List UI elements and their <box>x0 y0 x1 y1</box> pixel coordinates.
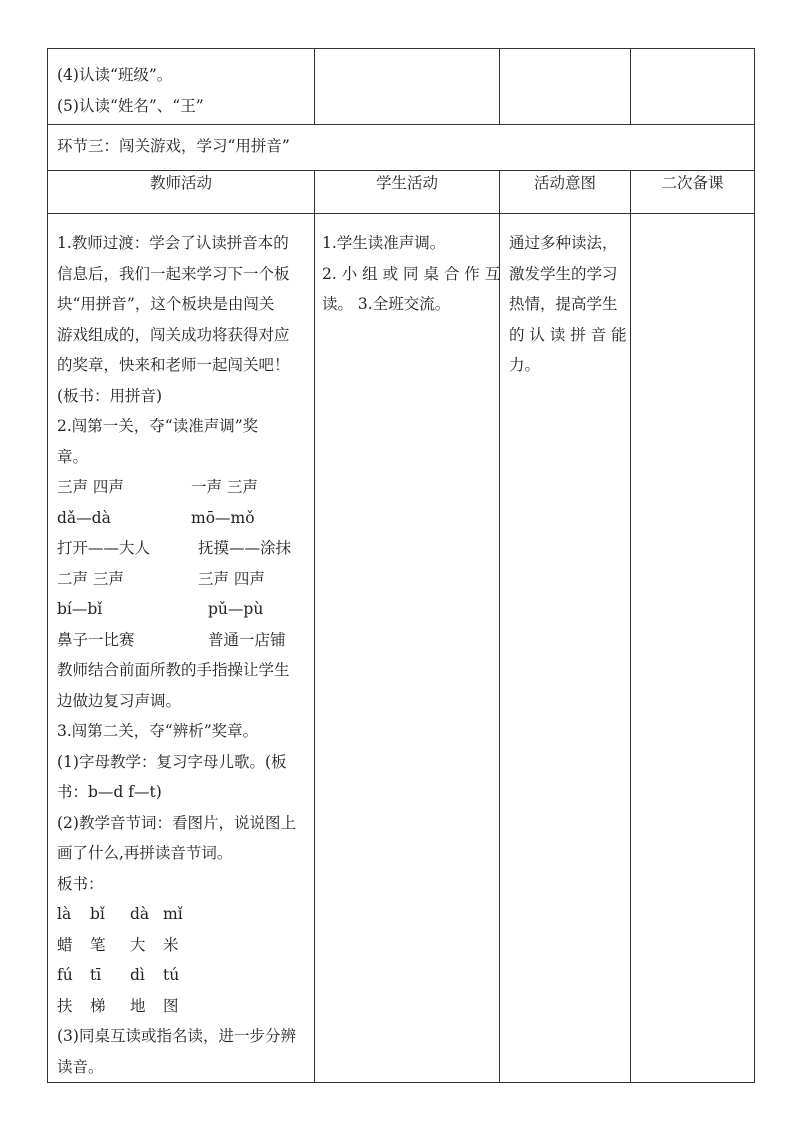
intent-line: 激发学生的学习 <box>509 264 618 283</box>
content-row <box>48 214 755 1083</box>
teacher-line: 画了什么,再拼读音节词。 <box>57 844 233 862</box>
board-cell: dì <box>130 966 145 984</box>
tone-pair-row <box>57 594 308 625</box>
board-cell: 扶 <box>57 996 73 1015</box>
teacher-line: 1.教师过渡：学会了认读拼音本的 <box>57 234 289 252</box>
board-row <box>57 930 308 961</box>
board-cell: tú <box>163 966 180 984</box>
board-cell: 地 <box>130 996 146 1015</box>
section-title-row <box>48 125 755 171</box>
tone-pair-right: 普通一店铺 <box>208 630 286 649</box>
teacher-line: 块“用拼音”，这个板块是由闯关 <box>57 295 275 313</box>
tone-pair-right: 抚摸——涂抹 <box>198 539 292 557</box>
student-line: 读。 3.全班交流。 <box>322 295 451 313</box>
board-cell: fú <box>57 966 73 984</box>
student-line: 2. 小 组 或 同 桌 合 作 互 <box>322 264 501 283</box>
tone-pair-left: dǎ—dà <box>57 508 111 527</box>
board-cell: tī <box>90 966 102 984</box>
teacher-line: (2)教学音节词：看图片，说说图上 <box>57 813 296 832</box>
previous-teacher-cell <box>48 49 315 125</box>
board-cell: 图 <box>163 996 179 1015</box>
board-cell: 大 <box>130 935 146 954</box>
second-prep-cell <box>631 214 755 1083</box>
teacher-line: (板书：用拼音) <box>57 386 163 405</box>
board-row <box>57 899 308 930</box>
board-cell: bǐ <box>90 905 105 923</box>
board-cell: 米 <box>163 935 179 954</box>
teacher-line: 章。 <box>57 447 89 466</box>
board-cell: 笔 <box>90 935 106 954</box>
tone-pair-left: 三声 四声 <box>57 478 124 496</box>
intent-line: 力。 <box>509 356 541 374</box>
tone-pair-left: bí—bǐ <box>57 600 103 618</box>
tone-pair-row <box>57 503 308 534</box>
lesson-plan-table <box>47 48 755 1083</box>
board-cell: mǐ <box>163 905 183 923</box>
teacher-line: 3.闯第二关，夺“辨析”奖章。 <box>57 722 259 740</box>
student-activity-cell <box>315 214 500 1083</box>
teacher-line: 游戏组成的，闯关成功将获得对应 <box>57 325 290 344</box>
tone-pair-row <box>57 472 308 503</box>
header-second-prep: 二次备课 <box>631 171 755 214</box>
section-title: 环节三：闯关游戏，学习“用拼音” <box>57 137 290 155</box>
previous-student-cell <box>315 49 500 125</box>
board-row <box>57 960 308 991</box>
tone-pair-row <box>57 533 308 564</box>
teacher-line: (1)字母教学：复习字母儿歌。(板 <box>57 752 287 771</box>
previous-line: (4)认读“班级”。 <box>57 66 173 84</box>
teacher-line: 读音。 <box>57 1057 104 1076</box>
teacher-line: 信息后，我们一起来学习下一个板 <box>57 264 290 283</box>
board-cell: dà <box>130 905 150 923</box>
tone-pair-right: 一声 三声 <box>191 478 258 496</box>
board-row <box>57 991 308 1022</box>
header-teacher-activity: 教师活动 <box>48 171 315 214</box>
previous-section-row <box>48 49 755 125</box>
tone-pair-row <box>57 564 308 595</box>
board-cell: 梯 <box>90 996 106 1015</box>
teacher-line: 书：b—d f—t) <box>57 783 162 801</box>
previous-intent-cell <box>500 49 631 125</box>
section-title-cell <box>48 125 755 171</box>
tone-pair-right: 三声 四声 <box>198 569 265 588</box>
teacher-line: 板书： <box>57 874 104 893</box>
teacher-line: (3)同桌互读或指名读，进一步分辨 <box>57 1027 296 1045</box>
teacher-activity-cell <box>48 214 315 1083</box>
tone-pair-row <box>57 625 308 656</box>
tone-pair-right: pǔ—pù <box>208 600 264 618</box>
board-cell: 蜡 <box>57 935 73 954</box>
intent-line: 的 认 读 拼 音 能 <box>509 325 627 344</box>
activity-intent-cell <box>500 214 631 1083</box>
previous-prep-cell <box>631 49 755 125</box>
intent-line: 热情，提高学生 <box>509 295 618 313</box>
teacher-line: 边做边复习声调。 <box>57 691 182 710</box>
tone-pair-left: 二声 三声 <box>57 569 124 588</box>
student-line: 1.学生读准声调。 <box>322 234 446 252</box>
tone-pair-left: 打开——大人 <box>57 539 151 557</box>
teacher-line: 的奖章，快来和老师一起闯关吧！ <box>57 356 290 374</box>
tone-pair-left: 鼻子一比赛 <box>57 630 135 649</box>
header-student-activity: 学生活动 <box>315 171 500 214</box>
header-activity-intent: 活动意图 <box>500 171 631 214</box>
previous-line: (5)认读“姓名”、“王” <box>57 97 204 115</box>
tone-pair-right: mō—mǒ <box>191 508 255 527</box>
intent-line: 通过多种读法， <box>509 234 618 252</box>
teacher-line: 2.闯第一关，夺“读准声调”奖 <box>57 417 259 435</box>
teacher-line: 教师结合前面所教的手指操让学生 <box>57 661 290 679</box>
board-cell: là <box>57 905 72 923</box>
header-row <box>48 171 755 214</box>
